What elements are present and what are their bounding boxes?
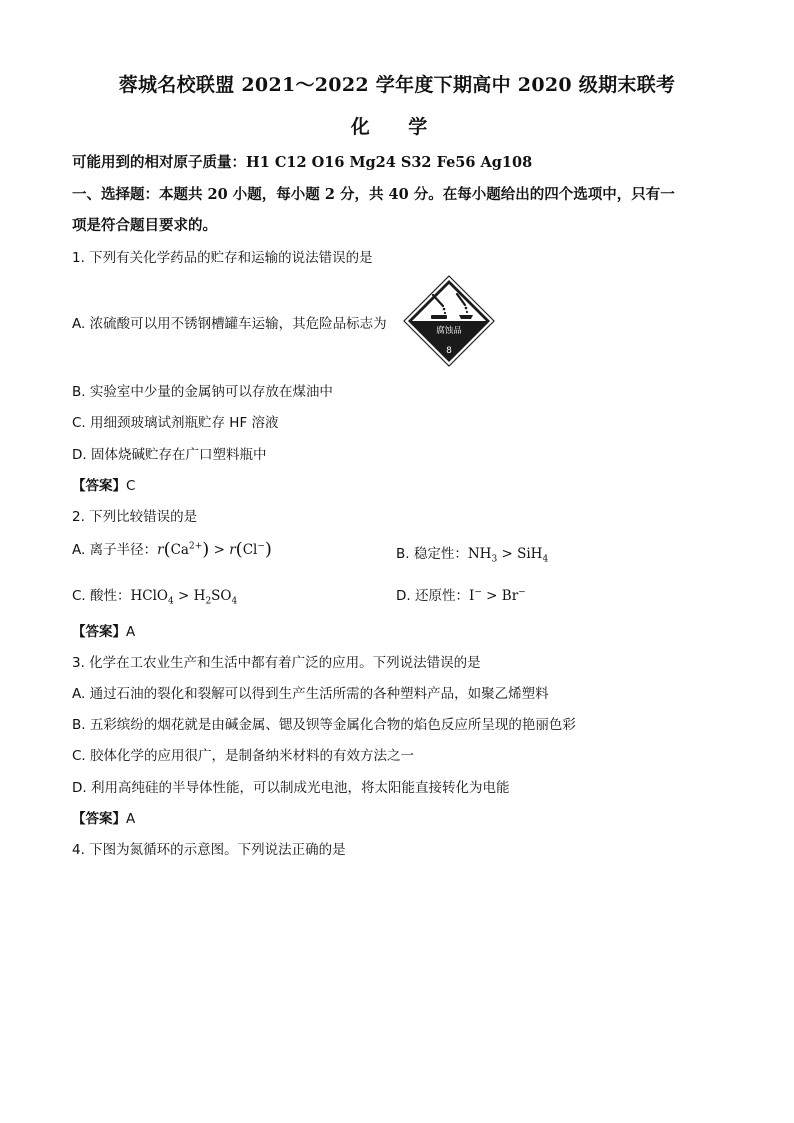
q3-stem: 3. 化学在工农业生产和生活中都有着广泛的应用。下列说法错误的是 — [72, 655, 481, 671]
q2-d-formula: I− > Br− — [468, 587, 526, 604]
q4-stem: 4. 下图为氮循环的示意图。下列说法正确的是 — [72, 842, 346, 858]
exam-title: 蓉城名校联盟 2021～2022 学年度下期高中 2020 级期末联考 — [118, 74, 676, 96]
q1-option-a: A. 浓硫酸可以用不锈钢槽罐车运输，其危险品标志为 — [72, 316, 387, 332]
answer-value: A — [126, 624, 136, 640]
answer-label: 【答案】 — [72, 624, 126, 640]
q1-option-b: B. 实验室中少量的金属钠可以存放在煤油中 — [72, 384, 333, 400]
q3-option-d: D. 利用高纯硅的半导体性能，可以制成光电池，将太阳能直接转化为电能 — [72, 780, 510, 796]
sign-number: 8 — [446, 346, 452, 356]
q1-option-c: C. 用细颈玻璃试剂瓶贮存 HF 溶液 — [72, 415, 279, 431]
q1-answer — [72, 474, 135, 494]
q3-option-c: C. 胶体化学的应用很广，是制备纳米材料的有效方法之一 — [72, 748, 415, 764]
q2-b-label: B. 稳定性： — [396, 546, 468, 562]
corrosive-hazard-icon — [403, 275, 495, 367]
q3-option-a: A. 通过石油的裂化和裂解可以得到生产生活所需的各种塑料产品，如聚乙烯塑料 — [72, 686, 549, 702]
answer-value: A — [126, 811, 136, 827]
q2-option-d — [396, 584, 526, 604]
q2-option-a — [72, 538, 272, 560]
answer-value: C — [126, 478, 136, 494]
q2-b-formula: $NH_3 > SiH_4$ — [467, 546, 549, 565]
q2-c-formula: HClO$_4$ > $H_2SO_4$ — [130, 588, 238, 607]
subject-title: 化 学 — [350, 116, 444, 138]
q2-a-formula: $r(Ca^{2+}) > r(Cl^-)$ — [157, 539, 272, 560]
atomic-masses-line: 可能用到的相对原子质量：H1 C12 O16 Mg24 S32 Fe56 Ag108 — [72, 154, 533, 171]
q3-answer — [72, 807, 135, 827]
answer-label: 【答案】 — [72, 478, 126, 494]
q2-option-c — [72, 584, 237, 607]
section-instruction-2: 项是符合题目要求的。 — [72, 217, 217, 234]
q1-stem: 1. 下列有关化学药品的贮存和运输的说法错误的是 — [72, 250, 373, 266]
q2-answer — [72, 620, 135, 640]
answer-label: 【答案】 — [72, 811, 126, 827]
q2-stem: 2. 下列比较错误的是 — [72, 509, 198, 525]
q1-option-d: D. 固体烧碱贮存在广口塑料瓶中 — [72, 447, 267, 463]
q2-a-label: A. 离子半径： — [72, 542, 158, 558]
q2-option-b — [396, 542, 548, 565]
q2-c-label: C. 酸性： — [72, 588, 131, 604]
q2-d-label: D. 还原性： — [396, 588, 469, 604]
q3-option-b: B. 五彩缤纷的烟花就是由碱金属、锶及钡等金属化合物的焰色反应所呈现的艳丽色彩 — [72, 717, 576, 733]
section-instruction-1: 一、选择题：本题共 20 小题，每小题 2 分，共 40 分。在每小题给出的四个选项中，只有一 — [72, 186, 675, 203]
sign-text: 腐蚀品 — [436, 326, 462, 336]
